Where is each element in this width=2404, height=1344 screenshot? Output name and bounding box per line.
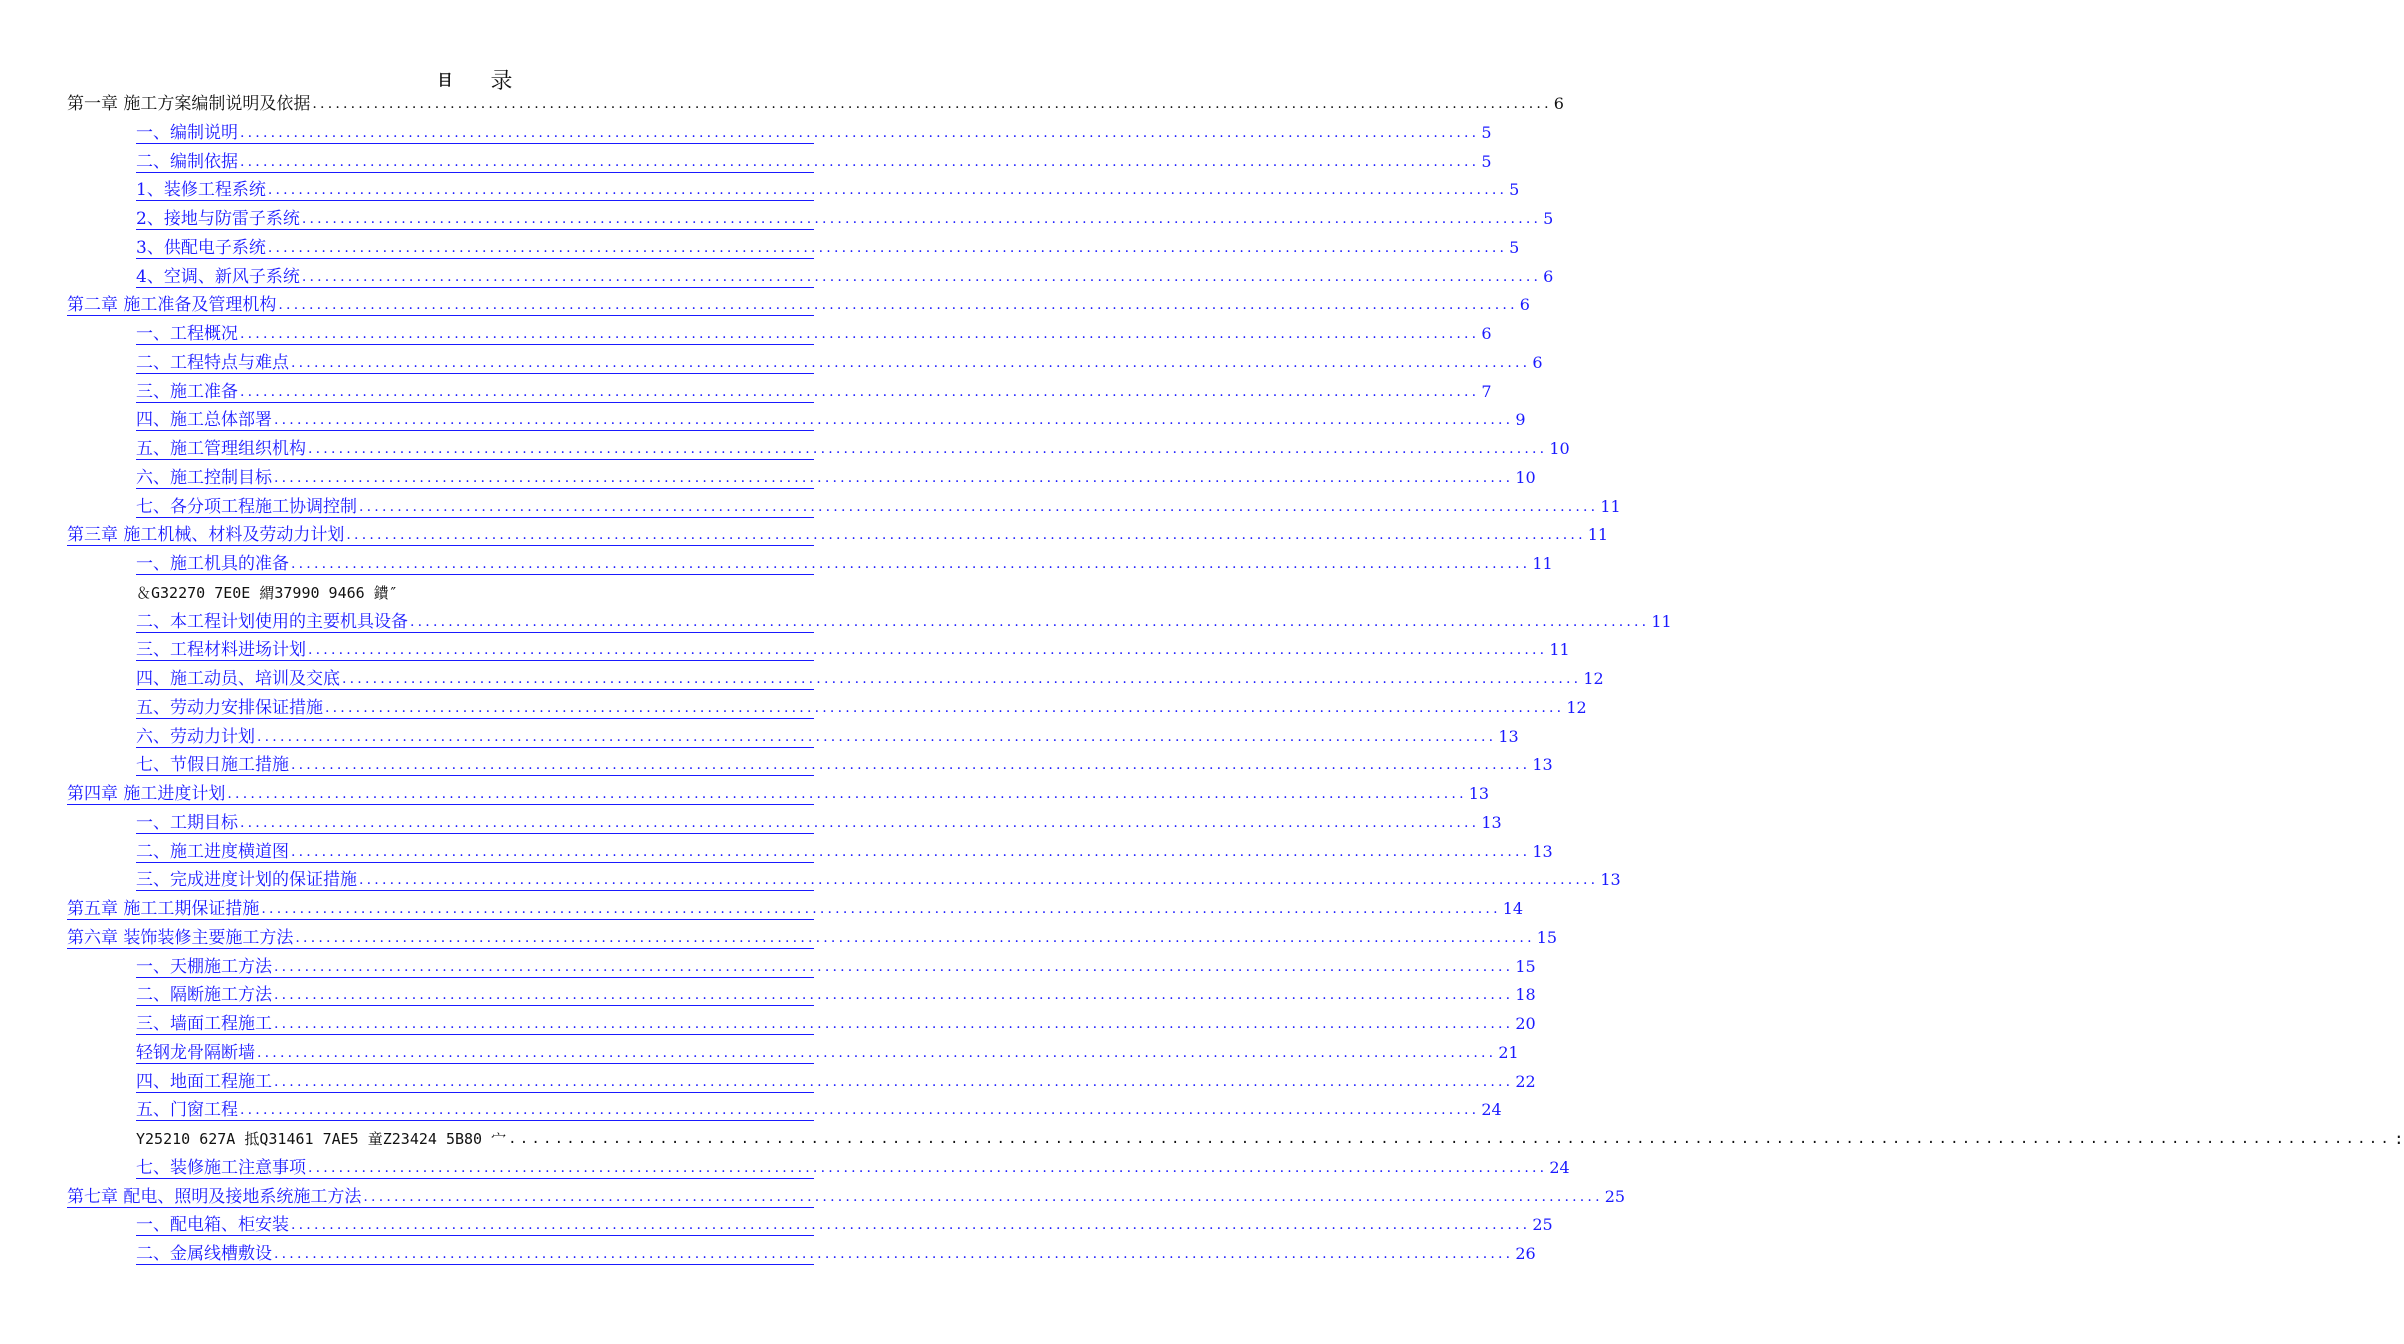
toc-page-number: 25 (1604, 1186, 1626, 1206)
toc-page-number: 9 (1515, 410, 1526, 430)
toc-dot-leader: .................................................................................................................................................................. (240, 814, 1480, 831)
toc-entry-label: 五、门窗工程 (136, 1100, 238, 1121)
toc-entry-label: 二、施工进度横道图 (136, 841, 289, 862)
toc-entry-label: 六、施工控制目标 (136, 467, 272, 488)
toc-dot-leader: .................................................................................................................................................................. (267, 182, 1508, 199)
toc-dot-leader: .................................................................................................................................................................. (240, 326, 1480, 342)
toc-dot-leader: .................................................................................................................................................................. (291, 354, 1531, 371)
toc-page-number: 24 (1549, 1157, 1570, 1177)
toc-entry[interactable] (136, 1006, 1536, 1035)
toc-entry-label: 一、施工机具的准备 (136, 554, 289, 574)
toc-page-number: 11 (1549, 640, 1570, 660)
toc-entry-label: 三、完成进度计划的保证措施 (136, 870, 357, 891)
toc-entry[interactable] (67, 891, 1524, 920)
toc-entry[interactable] (136, 949, 1536, 978)
toc-dot-leader: .................................................................................................................................................................. (274, 412, 1514, 429)
toc-title-char-2: 录 (490, 69, 513, 94)
toc-entry-label: 四、施工总体部署 (136, 410, 272, 431)
toc-dot-leader: .................................................................................................................................................................. (240, 383, 1480, 400)
toc-dot-leader: .................................................................................................................................................................. (227, 786, 1467, 802)
toc-entry[interactable] (136, 374, 1492, 403)
toc-entry-label: 一、配电箱、柜安装 (136, 1215, 289, 1236)
toc-entry-label: 一、工程概况 (136, 324, 238, 344)
toc-dot-leader: .................................................................................................................................................................. (359, 498, 1599, 515)
toc-dot-leader: .................................................................................................................................................................. (291, 843, 1531, 860)
toc-title-char-1: 目 (437, 71, 453, 89)
toc-dot-leader: .................................................................................................................................................................. (240, 153, 1480, 170)
toc-dot-leader: .................................................................................................................................................................. (274, 469, 1514, 486)
toc-entry-label: 二、金属线槽敷设 (136, 1244, 272, 1264)
toc-entry-label: 第三章 施工机械、材料及劳动力计划 (67, 525, 345, 546)
toc-entry-label: 第七章 配电、照明及接地系统施工方法 (67, 1186, 362, 1207)
toc-dot-leader: .................................................................................................................................................................. (308, 642, 1548, 659)
toc-entry-label: 五、劳动力安排保证措施 (136, 697, 323, 718)
toc-entry[interactable] (136, 1064, 1536, 1093)
toc-page-number: 15 (1536, 927, 1558, 947)
toc-entry-label: 一、编制说明 (136, 122, 238, 143)
toc-entry[interactable] (67, 1179, 1626, 1208)
toc-dot-leader: .................................................................................................................................................................. (257, 1044, 1497, 1061)
toc-page-number: 24 (1481, 1100, 1502, 1120)
toc-entry[interactable] (136, 862, 1621, 891)
toc-entry (136, 575, 814, 603)
toc-page-number: 14 (1502, 899, 1524, 918)
toc-page-number: 12 (1566, 697, 1587, 717)
toc-entry[interactable] (136, 172, 1520, 201)
toc-page-number: 26 (1515, 1244, 1536, 1263)
toc-entry-label: 轻钢龙骨隔断墙 (136, 1042, 255, 1063)
toc-dot-leader: .................................................................................................................................................................. (291, 757, 1531, 774)
toc-entry (136, 1121, 2404, 1149)
toc-entry-label: 3、供配电子系统 (136, 237, 266, 258)
toc-entry-label: 1、装修工程系统 (136, 180, 266, 201)
toc-entry[interactable] (67, 287, 1530, 316)
toc-dot-leader: .................................................................................................................................................................. (301, 268, 1542, 285)
toc-entry-label: 2、接地与防雷子系统 (136, 209, 300, 229)
toc-dot-leader: .................................................................................................................................................................. (274, 958, 1514, 975)
toc-page-number: 18 (1515, 985, 1536, 1005)
toc-entry[interactable] (136, 1150, 1570, 1179)
toc-dot-leader: .................................................................................................................................................................. (301, 211, 1542, 227)
toc-page-number: 10 (1515, 467, 1536, 487)
toc-entry-label: 七、节假日施工措施 (136, 755, 289, 776)
toc-page-number: 7 (1481, 381, 1492, 401)
toc-dot-leader: .................................................................................................................................................................. (261, 901, 1501, 917)
toc-dot-leader: .................................................................................................................................................................. (363, 1188, 1603, 1205)
toc-page-number: 25 (1532, 1215, 1553, 1235)
toc-entry[interactable] (136, 1207, 1553, 1236)
toc-entry[interactable] (136, 805, 1502, 834)
toc-page-number: 13 (1498, 726, 1519, 746)
toc-dot-leader: .................................................................................................................................................................. (240, 1102, 1480, 1119)
toc-page-number: 10 (1549, 439, 1570, 458)
toc-entry-label: 一、天棚施工方法 (136, 956, 272, 977)
toc-page-number: 20 (1515, 1014, 1536, 1033)
toc-entry[interactable] (136, 1236, 1536, 1265)
toc-page-number: 13 (1532, 841, 1553, 861)
toc-dot-leader: .................................................................................................................................................................. (278, 297, 1518, 314)
toc-entry-label: 第二章 施工准备及管理机构 (67, 295, 277, 316)
toc-page-number: 5 (1481, 151, 1492, 171)
toc-page-number: 11 (1651, 611, 1672, 631)
toc-entry-label: 七、各分项工程施工协调控制 (136, 496, 357, 517)
toc-page-number: 13 (1600, 870, 1621, 890)
toc-page-number: 6 (1481, 324, 1492, 343)
toc-entry[interactable] (136, 834, 1553, 863)
toc-page-number: 6 (1519, 295, 1530, 315)
toc-page-number: 13 (1481, 812, 1502, 832)
toc-dot-leader: .................................................................................................................................................................. (291, 1217, 1531, 1234)
toc-entry[interactable] (136, 690, 1587, 719)
toc-entry[interactable] (136, 632, 1570, 661)
toc-page-number: 5 (1481, 122, 1492, 142)
toc-entry[interactable] (136, 144, 1492, 173)
toc-entry-label: 第五章 施工工期保证措施 (67, 899, 260, 919)
toc-entry[interactable] (136, 546, 1553, 575)
toc-dot-leader: .................................................................................................................................................................. (274, 1073, 1514, 1090)
toc-entry-label: 三、工程材料进场计划 (136, 640, 306, 661)
toc-page-number: 6 (1553, 94, 1564, 113)
toc-dot-leader: .................................................................................................................................................................. (312, 96, 1552, 112)
toc-dot-leader: .................................................................................................................................................................. (267, 239, 1508, 256)
toc-page-number: 11 (1600, 496, 1621, 516)
toc-entry[interactable] (136, 201, 1554, 230)
toc-page-number: 5 (1543, 209, 1554, 228)
toc-page-number: 12 (1583, 669, 1604, 688)
toc-entry-label: ＆G32270 7E0E 緭37990 9466 鐨″ (136, 583, 398, 602)
toc-page-number: 13 (1468, 784, 1490, 803)
toc-entry[interactable] (136, 230, 1520, 259)
toc-entry[interactable] (136, 460, 1536, 489)
toc-dot-leader: .................................................................................................................................................................. (274, 987, 1514, 1004)
toc-entry-label: 二、编制依据 (136, 151, 238, 172)
toc-page-number: 5 (1509, 237, 1520, 257)
toc-entry-label: 五、施工管理组织机构 (136, 439, 306, 459)
toc-entry[interactable] (67, 920, 1558, 949)
toc-dot-leader: .................................................................................................................................................................. (508, 1131, 2392, 1147)
toc-dot-leader: .................................................................................................................................................................. (346, 527, 1586, 544)
toc-entry-label: 六、劳动力计划 (136, 726, 255, 747)
toc-page-number: 15 (1515, 956, 1536, 976)
toc-entry (67, 86, 1564, 114)
toc-dot-leader: .................................................................................................................................................................. (308, 1159, 1548, 1176)
toc-entry-label: 第四章 施工进度计划 (67, 784, 226, 804)
toc-dot-leader: .................................................................................................................................................................. (291, 556, 1531, 572)
toc-entry[interactable] (136, 316, 1492, 345)
toc-entry[interactable] (67, 517, 1609, 546)
toc-dot-leader: .................................................................................................................................................................. (342, 671, 1582, 687)
toc-dot-leader: .................................................................................................................................................................. (308, 441, 1548, 457)
toc-entry[interactable] (136, 747, 1553, 776)
toc-entry[interactable] (136, 661, 1604, 690)
toc-entry-label: 三、墙面工程施工 (136, 1014, 272, 1034)
toc-entry[interactable] (136, 1092, 1502, 1121)
toc-entry[interactable] (136, 115, 1492, 144)
toc-page-number: : (2393, 1129, 2404, 1148)
toc-dot-leader: .................................................................................................................................................................. (295, 929, 1535, 946)
toc-page-number: 6 (1543, 266, 1554, 286)
toc-entry[interactable] (136, 1035, 1519, 1064)
toc-dot-leader: .................................................................................................................................................................. (410, 613, 1650, 630)
toc-entry-label: 第一章 施工方案编制说明及依据 (67, 94, 311, 114)
toc-entry-label: Y25210 627A 抵Q31461 7AE5 童Z23424 5B80 宀 (136, 1130, 507, 1148)
toc-entry-label: 四、地面工程施工 (136, 1071, 272, 1092)
toc-dot-leader: .................................................................................................................................................................. (359, 872, 1599, 889)
toc-page-number: 6 (1532, 352, 1543, 372)
toc-entry[interactable] (136, 604, 1672, 633)
toc-page-number: 5 (1509, 180, 1520, 200)
toc-entry-label: 第六章 装饰装修主要施工方法 (67, 927, 294, 948)
toc-entry-label: 四、施工动员、培训及交底 (136, 669, 340, 689)
toc-entry-label: 三、施工准备 (136, 381, 238, 402)
toc-entry[interactable] (136, 259, 1554, 288)
toc-entry[interactable] (136, 719, 1519, 748)
toc-entry[interactable] (136, 489, 1621, 518)
toc-entry-label: 二、隔断施工方法 (136, 985, 272, 1006)
toc-entry-label: 二、工程特点与难点 (136, 352, 289, 373)
toc-page-number: 22 (1515, 1071, 1536, 1091)
toc-dot-leader: .................................................................................................................................................................. (240, 124, 1480, 141)
toc-page-number: 11 (1587, 525, 1609, 545)
toc-entry[interactable] (136, 431, 1570, 460)
toc-entry-label: 4、空调、新风子系统 (136, 266, 300, 287)
toc-dot-leader: .................................................................................................................................................................. (257, 728, 1497, 745)
toc-page-number: 11 (1532, 554, 1553, 573)
toc-entry[interactable] (136, 977, 1536, 1006)
toc-entry-label: 二、本工程计划使用的主要机具设备 (136, 611, 408, 632)
toc-dot-leader: .................................................................................................................................................................. (274, 1246, 1514, 1262)
toc-entry-label: 一、工期目标 (136, 812, 238, 833)
toc-dot-leader: .................................................................................................................................................................. (274, 1016, 1514, 1032)
toc-page-number: 21 (1498, 1042, 1519, 1062)
toc-dot-leader: .................................................................................................................................................................. (325, 699, 1565, 716)
toc-entry[interactable] (67, 776, 1490, 805)
toc-entry[interactable] (136, 345, 1543, 374)
toc-page-number: 13 (1532, 755, 1553, 775)
toc-entry[interactable] (136, 402, 1526, 431)
toc-entry-label: 七、装修施工注意事项 (136, 1157, 306, 1178)
